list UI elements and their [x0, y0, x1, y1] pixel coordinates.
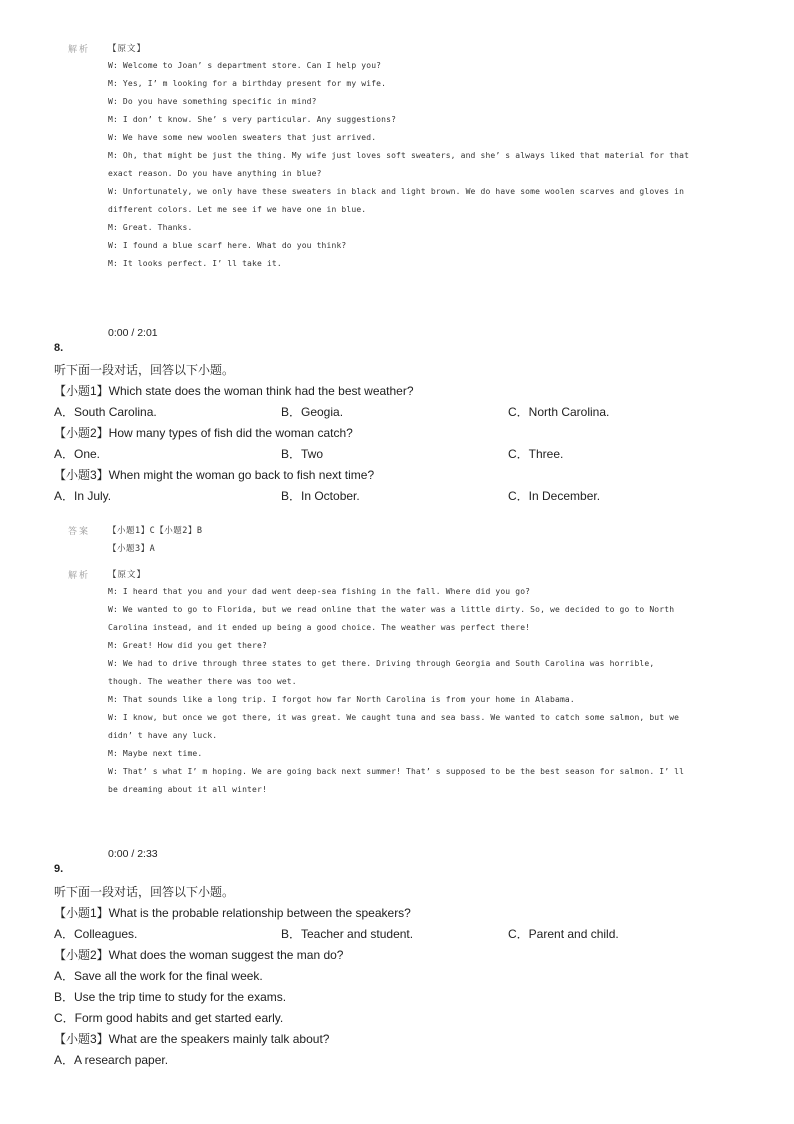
- option-c[interactable]: C．Three.: [508, 447, 564, 461]
- option-b[interactable]: B．In October.: [281, 489, 360, 503]
- answer-label: 答案: [68, 527, 91, 537]
- question-number: 8.: [54, 342, 64, 354]
- answer-line: 【小题1】C【小题2】B: [108, 526, 203, 536]
- transcript-line: M: Great. Thanks.: [108, 223, 193, 232]
- transcript-line: W: We wanted to go to Florida, but we read online that the water was a little dirty. So, we decided to go to North: [108, 605, 675, 614]
- transcript-line: M: I heard that you and your dad went deep-sea fishing in the fall. Where did you go?: [108, 587, 531, 596]
- transcript-line: W: We have some new woolen sweaters that just arrived.: [108, 133, 377, 142]
- transcript-line: W: Unfortunately, we only have these sweaters in black and light brown. We do have some woolen scarves and gloves in: [108, 187, 685, 196]
- transcript-line: M: Oh, that might be just the thing. My wife just loves soft sweaters, and she’ s always liked that material for that: [108, 151, 690, 160]
- sub-question-1: 【小题1】Which state does the woman think had the best weather?: [54, 384, 414, 398]
- audio-timer[interactable]: 0:00 / 2:01: [108, 327, 158, 339]
- option-b[interactable]: B．Use the trip time to study for the exams.: [54, 990, 287, 1004]
- analysis-label: 解析: [68, 45, 91, 55]
- question-instruction: 听下面一段对话，回答以下小题。: [54, 885, 235, 899]
- question-instruction: 听下面一段对话，回答以下小题。: [54, 363, 235, 377]
- transcript-line: W: We had to drive through three states to get there. Driving through Georgia and South Carolina was horrible,: [108, 659, 655, 668]
- option-a[interactable]: A．One.: [54, 447, 101, 461]
- transcript-line: be dreaming about it all winter!: [108, 785, 267, 794]
- option-a[interactable]: A．In July.: [54, 489, 112, 503]
- transcript-line: M: Maybe next time.: [108, 749, 203, 758]
- sub-question-1: 【小题1】What is the probable relationship between the speakers?: [54, 906, 411, 920]
- transcript-line: didn’ t have any luck.: [108, 731, 218, 740]
- transcript-header: 【原文】: [108, 570, 147, 580]
- question-number: 9.: [54, 863, 64, 875]
- transcript-header: 【原文】: [108, 44, 147, 54]
- sub-question-3: 【小题3】When might the woman go back to fish next time?: [54, 468, 375, 482]
- transcript-line: exact reason. Do you have anything in blue?: [108, 169, 322, 178]
- transcript-line: W: Welcome to Joan’ s department store. Can I help you?: [108, 61, 382, 70]
- option-a[interactable]: A．Save all the work for the final week.: [54, 969, 263, 983]
- transcript-line: W: I know, but once we got there, it was great. We caught tuna and sea bass. We wanted to catch some salmon, but we: [108, 713, 680, 722]
- option-a[interactable]: A．A research paper.: [54, 1053, 169, 1067]
- option-c[interactable]: C．Form good habits and get started early.: [54, 1011, 284, 1025]
- transcript-line: M: Yes, I’ m looking for a birthday present for my wife.: [108, 79, 387, 88]
- option-c[interactable]: C．North Carolina.: [508, 405, 610, 419]
- transcript-line: M: That sounds like a long trip. I forgot how far North Carolina is from your home in Alabama.: [108, 695, 575, 704]
- sub-question-2: 【小题2】How many types of fish did the woman catch?: [54, 426, 353, 440]
- option-c[interactable]: C．In December.: [508, 489, 601, 503]
- transcript-line: different colors. Let me see if we have one in blue.: [108, 205, 367, 214]
- answer-line: 【小题3】A: [108, 544, 156, 554]
- option-b[interactable]: B．Geogia.: [281, 405, 344, 419]
- transcript-line: M: Great! How did you get there?: [108, 641, 267, 650]
- option-a[interactable]: A．South Carolina.: [54, 405, 157, 419]
- option-b[interactable]: B．Teacher and student.: [281, 927, 414, 941]
- transcript-line: M: I don’ t know. She’ s very particular. Any suggestions?: [108, 115, 397, 124]
- transcript-line: Carolina instead, and it ended up being a good choice. The weather was perfect there!: [108, 623, 531, 632]
- transcript-line: W: Do you have something specific in mind?: [108, 97, 317, 106]
- sub-question-3: 【小题3】What are the speakers mainly talk about?: [54, 1032, 330, 1046]
- transcript-line: M: It looks perfect. I’ ll take it.: [108, 259, 282, 268]
- analysis-label: 解析: [68, 571, 91, 581]
- transcript-line: W: That’ s what I’ m hoping. We are going back next summer! That’ s supposed to be the best season for salmon. I’ ll: [108, 767, 685, 776]
- option-b[interactable]: B．Two: [281, 447, 324, 461]
- sub-question-2: 【小题2】What does the woman suggest the man do?: [54, 948, 344, 962]
- audio-timer[interactable]: 0:00 / 2:33: [108, 848, 158, 860]
- option-c[interactable]: C．Parent and child.: [508, 927, 619, 941]
- option-a[interactable]: A．Colleagues.: [54, 927, 138, 941]
- transcript-line: though. The weather there was too wet.: [108, 677, 297, 686]
- transcript-line: W: I found a blue scarf here. What do you think?: [108, 241, 347, 250]
